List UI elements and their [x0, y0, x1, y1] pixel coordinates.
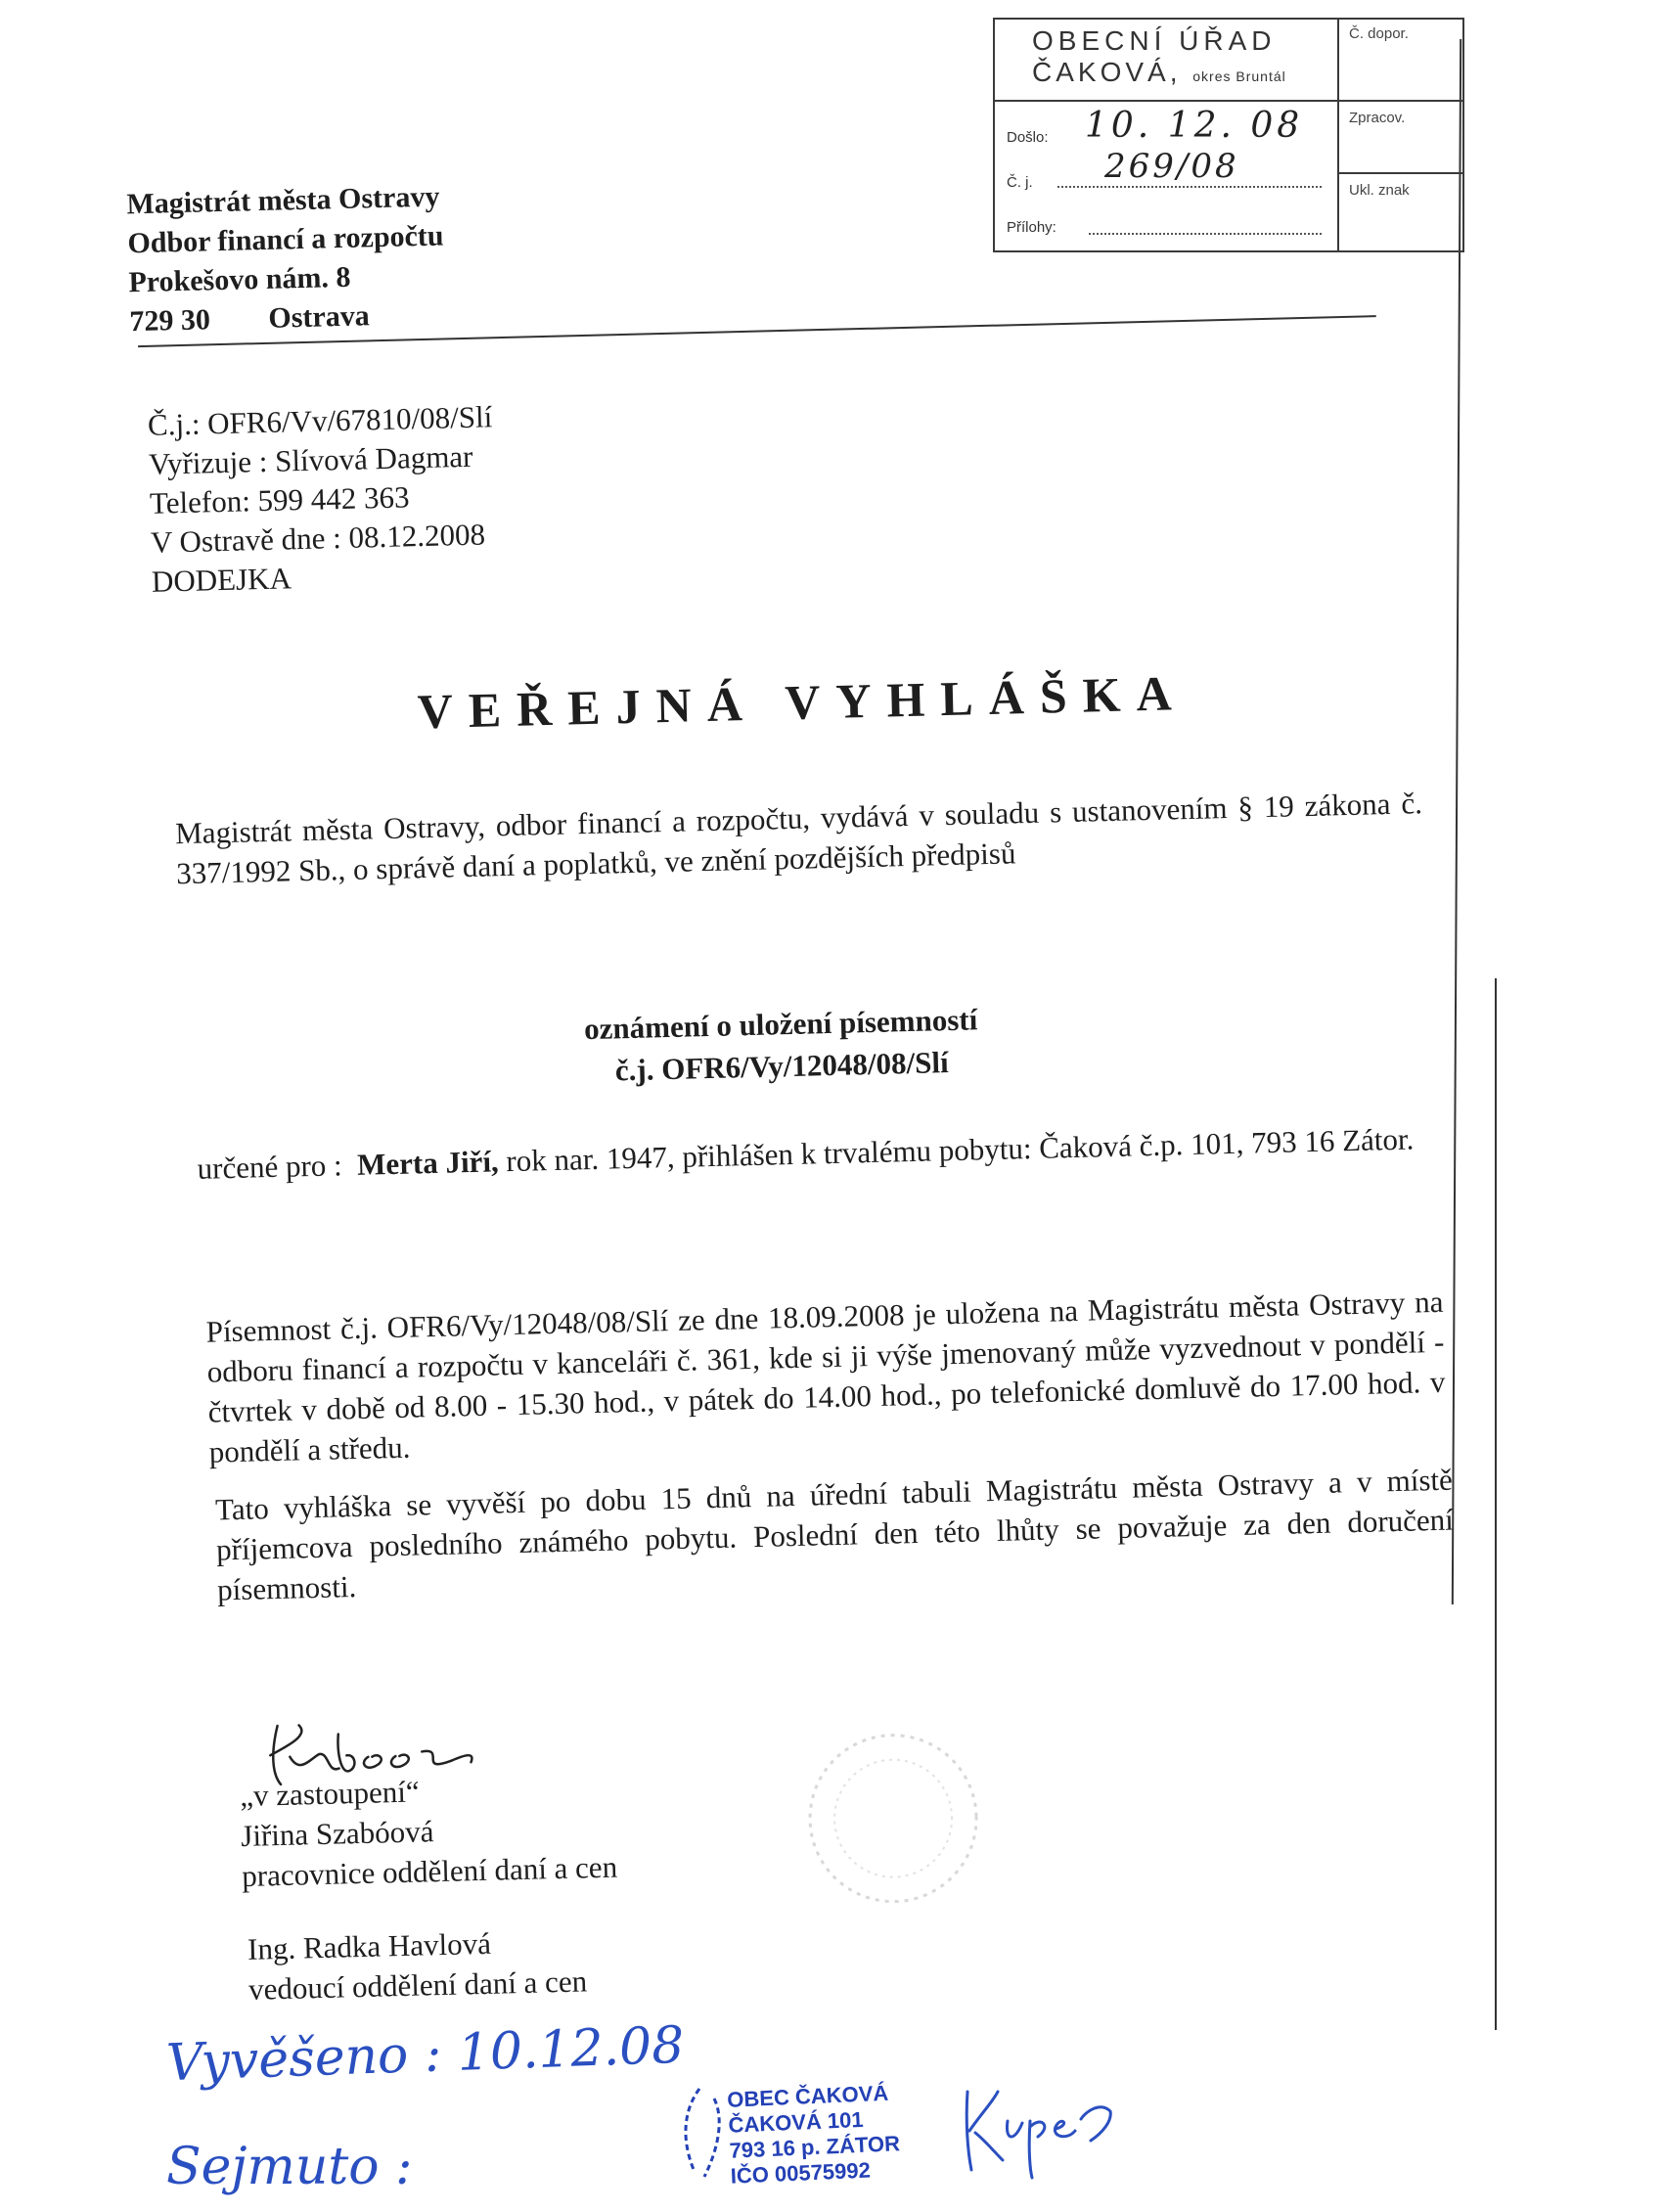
handwritten-initials [954, 2072, 1120, 2180]
intro-paragraph: Magistrát města Ostravy, odbor financí a rozpočtu, vydává v souladu s ustanovením § 19 zákona č. 337/1992 Sb., o správě daní a poplatků, ve znění pozdějších předpisů [174, 786, 1423, 891]
reference-phone: Telefon: 599 442 363 [149, 479, 410, 520]
stamp-label-prilohy: Přílohy: [1007, 219, 1056, 236]
recipient-name: Merta Jiří, [356, 1144, 500, 1182]
reference-date: V Ostravě dne : 08.12.2008 [150, 517, 486, 560]
sender-city-line [129, 294, 446, 341]
municipal-stamp-line4: IČO 00575992 [730, 2157, 872, 2189]
faint-seal [798, 1723, 989, 1914]
stamp-village: ČAKOVÁ, [1032, 57, 1182, 87]
stamp-col-zpracov: Zpracov. [1349, 110, 1406, 126]
municipal-emblem [665, 2079, 734, 2187]
subject-block [0, 984, 1565, 1106]
stamp-district: okres Bruntál [1192, 68, 1286, 84]
stamp-col-dopor: Č. dopor. [1349, 25, 1409, 42]
storage-paragraph: Písemnost č.j. OFR6/Vy/12048/08/Slí ze dne 18.09.2008 je uložena na Magistrátu města Ostravy na odboru financí a rozpočtu v kanceláři č. 361, kde si ji výše jmenovaný může vyzvednout v pondělí - čtvrtek v době od 8.00 - 15.30 hod., v pátek do 14.00 hod., po telefonické domluvě do 17.00 hod. v pondělí a středu. [205, 1284, 1446, 1469]
signature-note: „v zastoupení“ [239, 1774, 421, 1813]
reference-block [148, 397, 497, 602]
sender-line2: Odbor financí a rozpočtu [127, 219, 444, 260]
signature-block-1 [240, 1767, 618, 1896]
signature-block-2 [247, 1920, 588, 2009]
signature-name: Jiřina Szabóová [240, 1814, 434, 1853]
subject-line2: č.j. OFR6/Vy/12048/08/Slí [614, 1045, 949, 1088]
sender-city: Ostrava [268, 299, 371, 335]
posting-paragraph: Tato vyhláška se vyvěší po dobu 15 dnů na úřední tabuli Magistrátu města Ostravy a v místě příjemcova posledního známého pobytu. Poslední den této lhůty se považuje za den doručení písemnosti. [214, 1462, 1455, 1607]
recipient-paragraph [197, 1118, 1440, 1189]
stamp-office-line1: OBECNÍ ÚŘAD [1032, 25, 1277, 56]
municipal-stamp-line1: OBEC ČAKOVÁ [726, 2080, 889, 2112]
signature-role: pracovnice oddělení daní a cen [241, 1849, 618, 1893]
recipient-details: rok nar. 1947, přihlášen k trvalému pobytu: Čaková č.p. 101, 793 16 Zátor. [505, 1121, 1415, 1179]
stamp-col-ukl: Ukl. znak [1349, 182, 1410, 199]
document-title: VEŘEJNÁ VYHLÁŠKA [417, 665, 1189, 740]
sender-zip: 729 30 [129, 303, 211, 339]
municipal-stamp-line3: 793 16 p. ZÁTOR [729, 2131, 901, 2163]
subject-line1: oznámení o uložení písemností [583, 1002, 978, 1047]
stamp-handwritten-date: 10. 12. 08 [1085, 106, 1304, 146]
recipient-prefix: určené pro : [197, 1148, 343, 1186]
signature-name: Ing. Radka Havlová [247, 1925, 492, 1966]
stamp-label-doslo: Došlo: [1007, 129, 1049, 146]
reference-handler: Vyřizuje : Slívová Dagmar [148, 438, 473, 481]
stamp-handwritten-number: 269/08 [1104, 147, 1239, 186]
sender-line3: Prokešovo nám. 8 [128, 260, 351, 299]
sender-address [126, 177, 446, 341]
municipal-stamp [727, 2080, 902, 2189]
municipal-stamp-line2: ČAKOVÁ 101 [727, 2106, 865, 2138]
reference-cj: Č.j.: OFR6/Vv/67810/08/Slí [147, 399, 493, 442]
handwritten-removed-note: Sejmuto : [166, 2138, 413, 2196]
handwritten-posted-note: Vyvěšeno : 10.12.08 [165, 2015, 686, 2094]
reference-delivery: DODEJKA [151, 561, 292, 599]
stamp-label-cj: Č. j. [1007, 174, 1033, 191]
sender-line1: Magistrát města Ostravy [126, 180, 440, 221]
signature-role: vedoucí oddělení daní a cen [247, 1964, 588, 2007]
